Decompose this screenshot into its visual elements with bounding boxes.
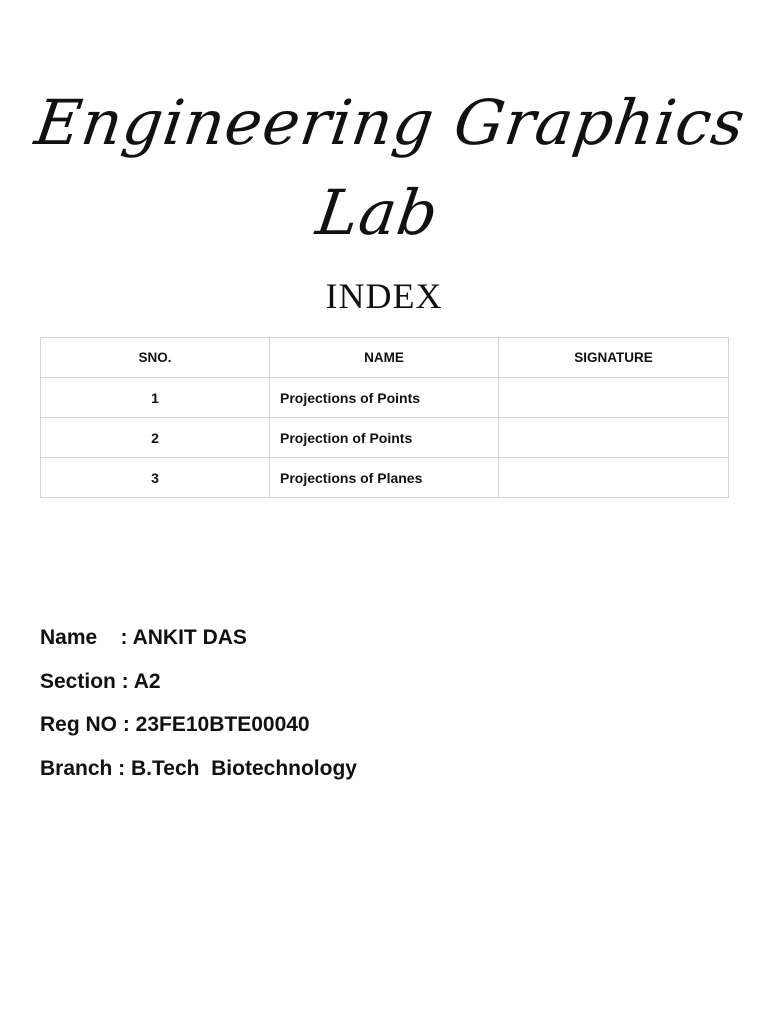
student-name: Name : ANKIT DAS — [40, 626, 247, 649]
table-row — [41, 378, 729, 418]
student-branch: Branch : B.Tech Biotechnology — [40, 756, 357, 780]
index-heading: INDEX — [325, 276, 443, 316]
row-signature — [499, 378, 729, 418]
page-title: Engineering Graphics Lab — [30, 86, 750, 249]
student-reg-no: Reg NO : 23FE10BTE00040 — [40, 713, 310, 736]
row-signature — [499, 418, 729, 458]
header-signature: SIGNATURE — [499, 338, 729, 378]
student-section: Section : A2 — [40, 669, 161, 693]
row-name: Projection of Points — [270, 418, 499, 458]
header-name: NAME — [270, 338, 499, 378]
student-details — [40, 616, 720, 790]
index-table — [40, 337, 729, 498]
row-sno: 1 — [41, 378, 270, 418]
row-name: Projections of Points — [270, 378, 499, 418]
row-name: Projections of Planes — [270, 458, 499, 498]
table-row — [41, 458, 729, 498]
header-sno: SNO. — [41, 338, 270, 378]
table-header-row — [41, 338, 729, 378]
row-signature — [499, 458, 729, 498]
row-sno: 3 — [41, 458, 270, 498]
row-sno: 2 — [41, 418, 270, 458]
table-row — [41, 418, 729, 458]
